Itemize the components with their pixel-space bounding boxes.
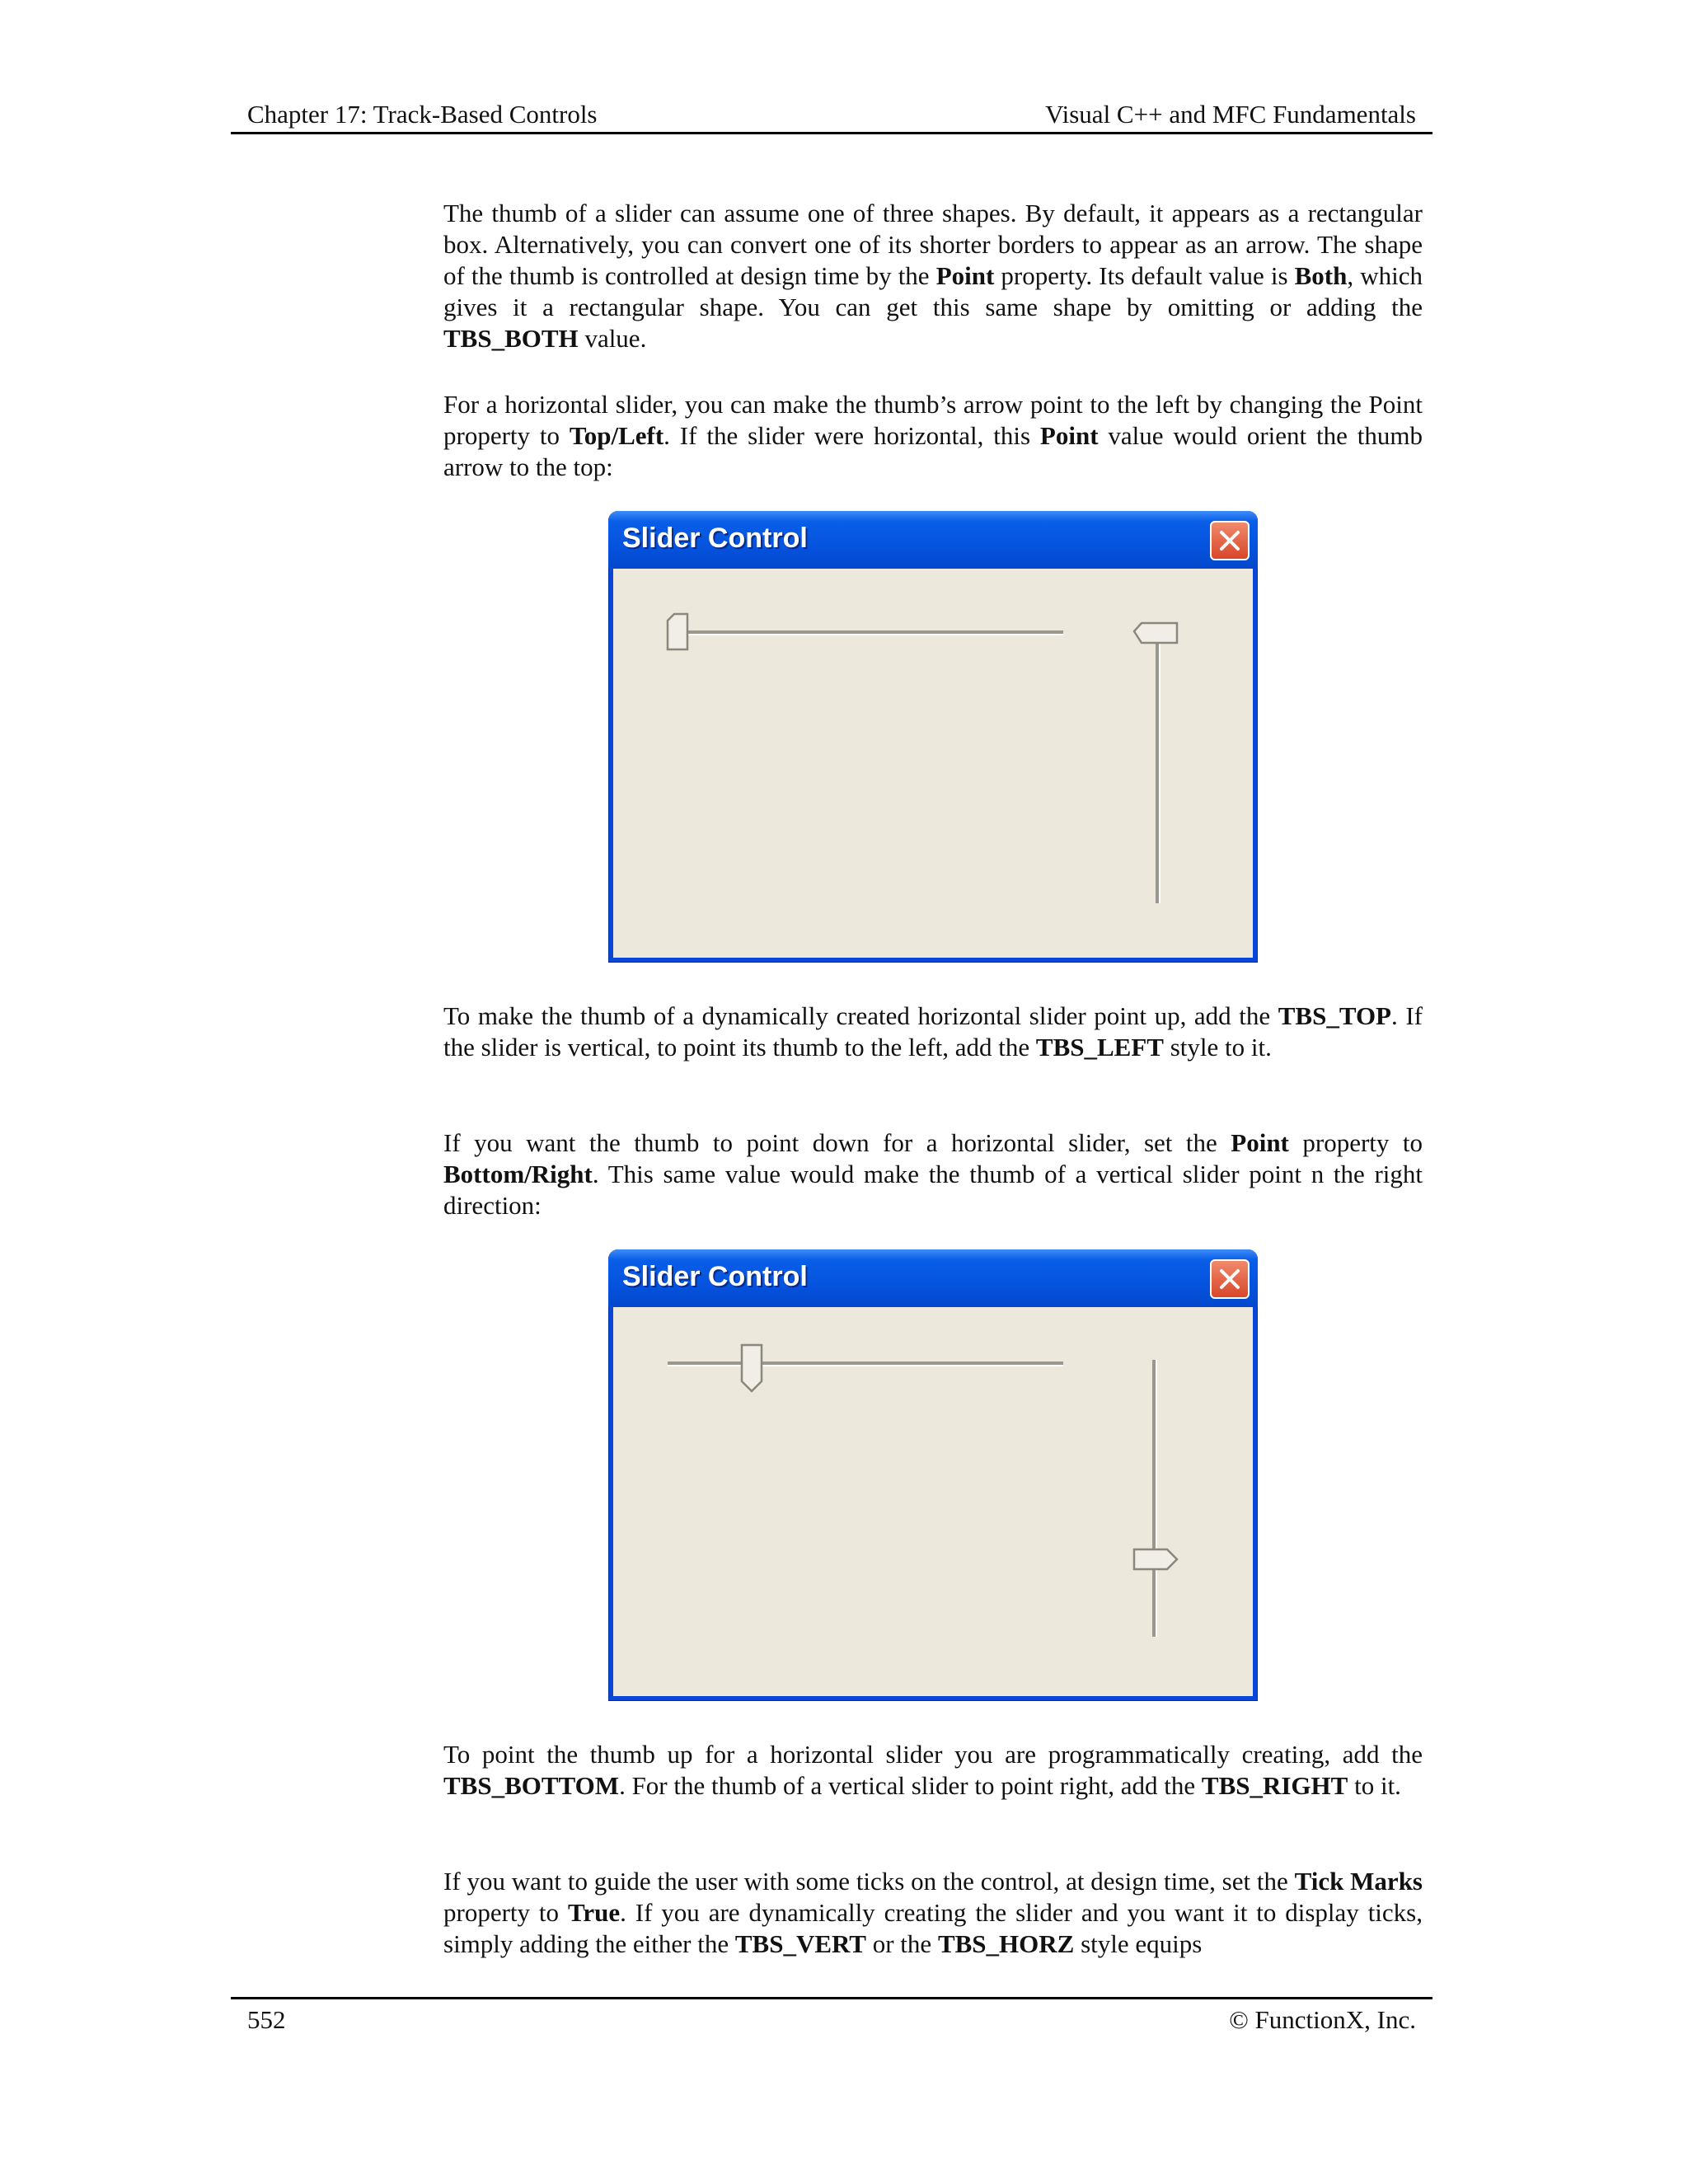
text: property to xyxy=(1288,1128,1423,1157)
text: value would orient the thumb arrow to the top: xyxy=(443,421,1423,481)
horizontal-slider[interactable] xyxy=(668,614,1063,649)
copyright: © FunctionX, Inc. xyxy=(1229,2005,1416,2034)
text: . This same value would make the thumb of a vertical slider point n the right direction: xyxy=(443,1160,1423,1220)
slider-dialog-bottom-right xyxy=(608,1249,1258,1701)
text: value. xyxy=(578,324,647,353)
page-number: 552 xyxy=(247,2005,286,2034)
text: For a horizontal slider, you can make the thumb’s arrow point to the left by changing the Point property to xyxy=(443,390,1423,450)
bold-term: TBS_TOP xyxy=(1278,1001,1391,1030)
vertical-slider[interactable] xyxy=(1134,623,1177,903)
paragraph-tick-marks xyxy=(443,1866,1423,1960)
bold-term: TBS_LEFT xyxy=(1035,1033,1164,1062)
text: to it. xyxy=(1348,1771,1401,1800)
paragraph-tbs-bottom xyxy=(443,1739,1423,1802)
bold-term: TBS_BOTTOM xyxy=(443,1771,620,1800)
bold-term: Top/Left xyxy=(569,421,664,450)
dialog-title: Slider Control xyxy=(622,523,808,554)
dialog-title: Slider Control xyxy=(622,1261,808,1292)
book-title: Visual C++ and MFC Fundamentals xyxy=(1045,100,1416,129)
slider-dialog-top-left xyxy=(608,511,1258,963)
bold-term: Point xyxy=(935,261,995,290)
text: or the xyxy=(865,1929,938,1958)
chapter-title: Chapter 17: Track-Based Controls xyxy=(247,100,598,129)
vertical-slider[interactable] xyxy=(1134,1360,1177,1637)
text: If you want to guide the user with some ticks on the control, at design time, set the xyxy=(443,1867,1295,1896)
sliders-illustration xyxy=(608,1249,1258,1701)
sliders-illustration xyxy=(608,511,1258,963)
bold-term: Bottom/Right xyxy=(443,1160,593,1188)
text: . For the thumb of a vertical slider to point right, add the xyxy=(619,1771,1202,1800)
paragraph-tbs-top xyxy=(443,1001,1423,1063)
vertical-thumb-pointing-left[interactable] xyxy=(1134,623,1177,643)
text: To make the thumb of a dynamically created horizontal slider point up, add the xyxy=(443,1001,1278,1030)
text: style equips xyxy=(1074,1929,1203,1958)
page-footer xyxy=(231,1997,1432,2039)
text: If you want the thumb to point down for a horizontal slider, set the xyxy=(443,1128,1231,1157)
text: . If the slider is vertical, to point its thumb to the left, add the xyxy=(443,1001,1423,1062)
bold-term: TBS_RIGHT xyxy=(1201,1771,1348,1800)
bold-term: TBS_VERT xyxy=(734,1929,866,1958)
bold-term: True xyxy=(567,1898,621,1927)
bold-term: Both xyxy=(1294,261,1348,290)
text: , which gives it a rectangular shape. You can get this same shape by omitting or adding the xyxy=(443,261,1423,321)
text: . If the slider were horizontal, this xyxy=(663,421,1040,450)
text: The thumb of a slider can assume one of three shapes. By default, it appears as a rectangular box. Alternatively, you can convert one of its shorter borders to appear as an arrow. The shape of the thumb is controlled at design time by the xyxy=(443,199,1423,290)
paragraph-bottom-right xyxy=(443,1127,1423,1221)
text: To point the thumb up for a horizontal slider you are programmatically creating, add the xyxy=(443,1740,1423,1769)
horizontal-slider[interactable] xyxy=(668,1345,1063,1391)
bold-term: Point xyxy=(1039,421,1099,450)
horizontal-thumb-pointing-down[interactable] xyxy=(742,1345,762,1391)
bold-term: TBS_BOTH xyxy=(443,324,579,353)
vertical-thumb-pointing-right[interactable] xyxy=(1134,1549,1177,1569)
bold-term: Tick Marks xyxy=(1294,1867,1423,1896)
bold-term: TBS_HORZ xyxy=(937,1929,1075,1958)
text: . If you are dynamically creating the slider and you want it to display ticks, simply adding the either the xyxy=(443,1898,1423,1958)
page-header xyxy=(231,97,1432,134)
text: property to xyxy=(443,1898,568,1927)
horizontal-thumb-pointing-up[interactable] xyxy=(668,614,687,649)
text: style to it. xyxy=(1163,1033,1272,1062)
paragraph-thumb-shapes xyxy=(443,198,1423,354)
paragraph-top-left xyxy=(443,389,1423,483)
text: property. Its default value is xyxy=(994,261,1295,290)
bold-term: Point xyxy=(1231,1128,1289,1157)
